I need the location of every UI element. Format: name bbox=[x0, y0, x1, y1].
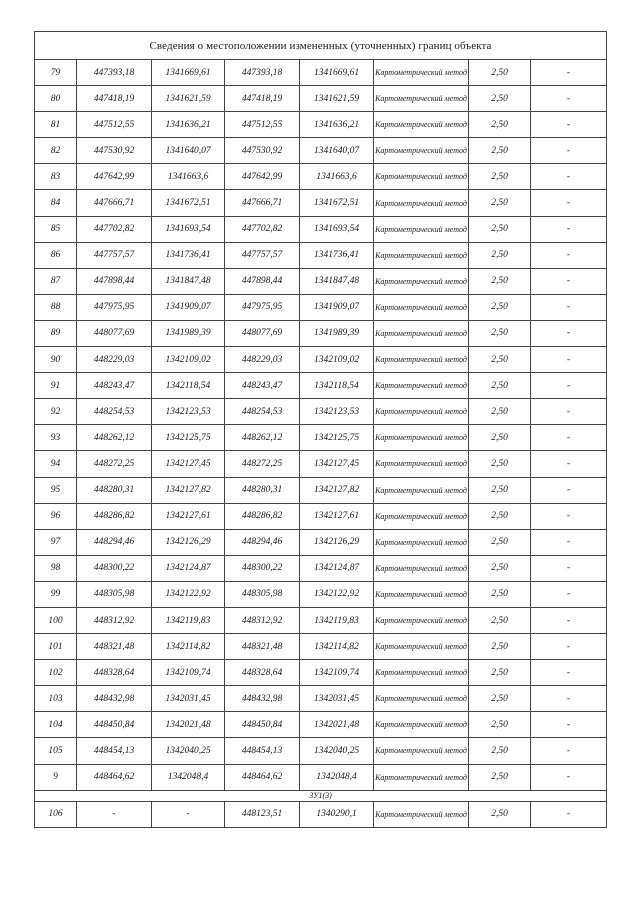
extra-cell: - bbox=[531, 373, 607, 399]
point-number-cell: 90 bbox=[35, 347, 77, 373]
method-cell: Картометрический метод bbox=[374, 373, 469, 399]
accuracy-cell: 2,50 bbox=[469, 738, 531, 764]
extra-cell: - bbox=[531, 216, 607, 242]
table-row bbox=[35, 294, 607, 320]
extra-cell: - bbox=[531, 764, 607, 790]
point-number-cell: 91 bbox=[35, 373, 77, 399]
extra-cell: - bbox=[531, 477, 607, 503]
x-existing-cell: 448312,92 bbox=[77, 607, 152, 633]
point-number-cell: 79 bbox=[35, 60, 77, 86]
accuracy-cell: 2,50 bbox=[469, 268, 531, 294]
x-existing-cell: 448450,84 bbox=[77, 712, 152, 738]
y-new-cell: 1342127,61 bbox=[300, 503, 374, 529]
y-existing-cell: 1342127,82 bbox=[152, 477, 225, 503]
y-existing-cell: 1341847,48 bbox=[152, 268, 225, 294]
method-cell: Картометрический метод bbox=[374, 555, 469, 581]
accuracy-cell: 2,50 bbox=[469, 399, 531, 425]
point-number-cell: 86 bbox=[35, 242, 77, 268]
table-title: Сведения о местоположении измененных (уточненных) границ объекта bbox=[35, 32, 607, 60]
method-cell: Картометрический метод bbox=[374, 801, 469, 827]
method-cell: Картометрический метод bbox=[374, 399, 469, 425]
x-existing-cell: 447898,44 bbox=[77, 268, 152, 294]
extra-cell: - bbox=[531, 607, 607, 633]
x-new-cell: 447898,44 bbox=[225, 268, 300, 294]
accuracy-cell: 2,50 bbox=[469, 686, 531, 712]
table-row bbox=[35, 738, 607, 764]
x-existing-cell: 447512,55 bbox=[77, 112, 152, 138]
extra-cell: - bbox=[531, 451, 607, 477]
method-cell: Картометрический метод bbox=[374, 60, 469, 86]
accuracy-cell: 2,50 bbox=[469, 764, 531, 790]
y-new-cell: 1342123,53 bbox=[300, 399, 374, 425]
accuracy-cell: 2,50 bbox=[469, 801, 531, 827]
y-new-cell: 1342021,48 bbox=[300, 712, 374, 738]
method-cell: Картометрический метод bbox=[374, 738, 469, 764]
x-new-cell: 448300,22 bbox=[225, 555, 300, 581]
extra-cell: - bbox=[531, 634, 607, 660]
accuracy-cell: 2,50 bbox=[469, 347, 531, 373]
y-existing-cell: 1342021,48 bbox=[152, 712, 225, 738]
accuracy-cell: 2,50 bbox=[469, 320, 531, 346]
table-header-row bbox=[35, 32, 607, 60]
table-row bbox=[35, 86, 607, 112]
accuracy-cell: 2,50 bbox=[469, 529, 531, 555]
y-new-cell: 1342114,82 bbox=[300, 634, 374, 660]
x-new-cell: 448123,51 bbox=[225, 801, 300, 827]
x-existing-cell: 447418,19 bbox=[77, 86, 152, 112]
point-number-cell: 9 bbox=[35, 764, 77, 790]
x-new-cell: 447702,82 bbox=[225, 216, 300, 242]
y-existing-cell: 1342118,54 bbox=[152, 373, 225, 399]
y-new-cell: 1340290,1 bbox=[300, 801, 374, 827]
accuracy-cell: 2,50 bbox=[469, 86, 531, 112]
x-existing-cell: 447975,95 bbox=[77, 294, 152, 320]
x-new-cell: 447418,19 bbox=[225, 86, 300, 112]
accuracy-cell: 2,50 bbox=[469, 294, 531, 320]
x-new-cell: 448450,84 bbox=[225, 712, 300, 738]
point-number-cell: 105 bbox=[35, 738, 77, 764]
extra-cell: - bbox=[531, 686, 607, 712]
y-new-cell: 1342048,4 bbox=[300, 764, 374, 790]
point-number-cell: 97 bbox=[35, 529, 77, 555]
table-row bbox=[35, 112, 607, 138]
accuracy-cell: 2,50 bbox=[469, 138, 531, 164]
accuracy-cell: 2,50 bbox=[469, 477, 531, 503]
x-new-cell: 448321,48 bbox=[225, 634, 300, 660]
extra-cell: - bbox=[531, 801, 607, 827]
extra-cell: - bbox=[531, 712, 607, 738]
x-existing-cell: 448321,48 bbox=[77, 634, 152, 660]
x-existing-cell: 448432,98 bbox=[77, 686, 152, 712]
y-new-cell: 1342119,83 bbox=[300, 607, 374, 633]
x-new-cell: 448272,25 bbox=[225, 451, 300, 477]
method-cell: Картометрический метод bbox=[374, 503, 469, 529]
y-existing-cell: 1342124,87 bbox=[152, 555, 225, 581]
extra-cell: - bbox=[531, 320, 607, 346]
x-new-cell: 448229,03 bbox=[225, 347, 300, 373]
point-number-cell: 93 bbox=[35, 425, 77, 451]
point-number-cell: 96 bbox=[35, 503, 77, 529]
method-cell: Картометрический метод bbox=[374, 347, 469, 373]
section-row bbox=[35, 790, 607, 801]
boundary-coordinates-table bbox=[34, 31, 607, 828]
y-existing-cell: 1342109,02 bbox=[152, 347, 225, 373]
table-row bbox=[35, 477, 607, 503]
accuracy-cell: 2,50 bbox=[469, 60, 531, 86]
y-existing-cell: 1341909,07 bbox=[152, 294, 225, 320]
x-existing-cell: 447702,82 bbox=[77, 216, 152, 242]
table-row bbox=[35, 764, 607, 790]
point-number-cell: 85 bbox=[35, 216, 77, 242]
x-new-cell: 448262,12 bbox=[225, 425, 300, 451]
y-new-cell: 1341636,21 bbox=[300, 112, 374, 138]
method-cell: Картометрический метод bbox=[374, 86, 469, 112]
point-number-cell: 87 bbox=[35, 268, 77, 294]
method-cell: Картометрический метод bbox=[374, 294, 469, 320]
point-number-cell: 88 bbox=[35, 294, 77, 320]
accuracy-cell: 2,50 bbox=[469, 555, 531, 581]
section-label: ЗУ1(3) bbox=[35, 790, 607, 801]
y-new-cell: 1341672,51 bbox=[300, 190, 374, 216]
y-existing-cell: 1342048,4 bbox=[152, 764, 225, 790]
document-sheet bbox=[34, 31, 606, 828]
extra-cell: - bbox=[531, 138, 607, 164]
method-cell: Картометрический метод bbox=[374, 634, 469, 660]
accuracy-cell: 2,50 bbox=[469, 216, 531, 242]
accuracy-cell: 2,50 bbox=[469, 112, 531, 138]
point-number-cell: 101 bbox=[35, 634, 77, 660]
x-new-cell: 447393,18 bbox=[225, 60, 300, 86]
accuracy-cell: 2,50 bbox=[469, 451, 531, 477]
extra-cell: - bbox=[531, 60, 607, 86]
x-existing-cell: 448328,64 bbox=[77, 660, 152, 686]
y-new-cell: 1341989,39 bbox=[300, 320, 374, 346]
point-number-cell: 104 bbox=[35, 712, 77, 738]
table-row bbox=[35, 242, 607, 268]
table-row bbox=[35, 399, 607, 425]
point-number-cell: 102 bbox=[35, 660, 77, 686]
x-new-cell: 448286,82 bbox=[225, 503, 300, 529]
x-existing-cell: 448262,12 bbox=[77, 425, 152, 451]
point-number-cell: 98 bbox=[35, 555, 77, 581]
table-row bbox=[35, 634, 607, 660]
accuracy-cell: 2,50 bbox=[469, 660, 531, 686]
table-row bbox=[35, 712, 607, 738]
method-cell: Картометрический метод bbox=[374, 764, 469, 790]
accuracy-cell: 2,50 bbox=[469, 242, 531, 268]
x-existing-cell: 448254,53 bbox=[77, 399, 152, 425]
table-row bbox=[35, 581, 607, 607]
x-existing-cell: 448243,47 bbox=[77, 373, 152, 399]
y-existing-cell: 1342040,25 bbox=[152, 738, 225, 764]
extra-cell: - bbox=[531, 112, 607, 138]
table-row bbox=[35, 801, 607, 827]
method-cell: Картометрический метод bbox=[374, 581, 469, 607]
table-row bbox=[35, 607, 607, 633]
x-existing-cell: 448454,13 bbox=[77, 738, 152, 764]
point-number-cell: 106 bbox=[35, 801, 77, 827]
x-new-cell: 448294,46 bbox=[225, 529, 300, 555]
method-cell: Картометрический метод bbox=[374, 477, 469, 503]
x-new-cell: 448077,69 bbox=[225, 320, 300, 346]
y-new-cell: 1342040,25 bbox=[300, 738, 374, 764]
y-new-cell: 1341621,59 bbox=[300, 86, 374, 112]
y-new-cell: 1341640,07 bbox=[300, 138, 374, 164]
x-new-cell: 447512,55 bbox=[225, 112, 300, 138]
point-number-cell: 82 bbox=[35, 138, 77, 164]
table-row bbox=[35, 216, 607, 242]
extra-cell: - bbox=[531, 581, 607, 607]
accuracy-cell: 2,50 bbox=[469, 190, 531, 216]
y-new-cell: 1342127,82 bbox=[300, 477, 374, 503]
y-new-cell: 1342109,74 bbox=[300, 660, 374, 686]
y-new-cell: 1342031,45 bbox=[300, 686, 374, 712]
x-new-cell: 448432,98 bbox=[225, 686, 300, 712]
y-existing-cell: 1342114,82 bbox=[152, 634, 225, 660]
point-number-cell: 92 bbox=[35, 399, 77, 425]
point-number-cell: 99 bbox=[35, 581, 77, 607]
point-number-cell: 81 bbox=[35, 112, 77, 138]
x-new-cell: 447642,99 bbox=[225, 164, 300, 190]
method-cell: Картометрический метод bbox=[374, 425, 469, 451]
method-cell: Картометрический метод bbox=[374, 242, 469, 268]
extra-cell: - bbox=[531, 425, 607, 451]
table-row bbox=[35, 320, 607, 346]
method-cell: Картометрический метод bbox=[374, 112, 469, 138]
method-cell: Картометрический метод bbox=[374, 320, 469, 346]
table-row bbox=[35, 268, 607, 294]
method-cell: Картометрический метод bbox=[374, 190, 469, 216]
x-existing-cell: 448294,46 bbox=[77, 529, 152, 555]
y-new-cell: 1342109,02 bbox=[300, 347, 374, 373]
extra-cell: - bbox=[531, 294, 607, 320]
x-new-cell: 448243,47 bbox=[225, 373, 300, 399]
y-new-cell: 1341736,41 bbox=[300, 242, 374, 268]
y-existing-cell: 1341636,21 bbox=[152, 112, 225, 138]
accuracy-cell: 2,50 bbox=[469, 373, 531, 399]
y-existing-cell: 1341736,41 bbox=[152, 242, 225, 268]
y-existing-cell: 1342109,74 bbox=[152, 660, 225, 686]
accuracy-cell: 2,50 bbox=[469, 581, 531, 607]
accuracy-cell: 2,50 bbox=[469, 425, 531, 451]
x-new-cell: 448254,53 bbox=[225, 399, 300, 425]
x-existing-cell: 447757,57 bbox=[77, 242, 152, 268]
method-cell: Картометрический метод bbox=[374, 138, 469, 164]
method-cell: Картометрический метод bbox=[374, 686, 469, 712]
extra-cell: - bbox=[531, 529, 607, 555]
extra-cell: - bbox=[531, 242, 607, 268]
y-new-cell: 1342125,75 bbox=[300, 425, 374, 451]
y-new-cell: 1341909,07 bbox=[300, 294, 374, 320]
point-number-cell: 100 bbox=[35, 607, 77, 633]
x-new-cell: 447757,57 bbox=[225, 242, 300, 268]
extra-cell: - bbox=[531, 555, 607, 581]
extra-cell: - bbox=[531, 86, 607, 112]
y-existing-cell: 1342031,45 bbox=[152, 686, 225, 712]
x-new-cell: 447530,92 bbox=[225, 138, 300, 164]
y-existing-cell: 1341663,6 bbox=[152, 164, 225, 190]
method-cell: Картометрический метод bbox=[374, 268, 469, 294]
y-existing-cell: 1342126,29 bbox=[152, 529, 225, 555]
extra-cell: - bbox=[531, 268, 607, 294]
y-existing-cell: 1341672,51 bbox=[152, 190, 225, 216]
x-existing-cell: 448077,69 bbox=[77, 320, 152, 346]
x-existing-cell: 447666,71 bbox=[77, 190, 152, 216]
method-cell: Картометрический метод bbox=[374, 451, 469, 477]
y-existing-cell: 1341669,61 bbox=[152, 60, 225, 86]
x-existing-cell: 448280,31 bbox=[77, 477, 152, 503]
x-existing-cell: 448300,22 bbox=[77, 555, 152, 581]
x-new-cell: 447975,95 bbox=[225, 294, 300, 320]
y-existing-cell: 1341693,54 bbox=[152, 216, 225, 242]
x-existing-cell: 447393,18 bbox=[77, 60, 152, 86]
point-number-cell: 80 bbox=[35, 86, 77, 112]
y-existing-cell: 1342127,61 bbox=[152, 503, 225, 529]
table-row bbox=[35, 451, 607, 477]
table-row bbox=[35, 555, 607, 581]
y-new-cell: 1341669,61 bbox=[300, 60, 374, 86]
y-new-cell: 1341847,48 bbox=[300, 268, 374, 294]
y-new-cell: 1341693,54 bbox=[300, 216, 374, 242]
table-row bbox=[35, 686, 607, 712]
x-new-cell: 448280,31 bbox=[225, 477, 300, 503]
x-existing-cell: 447642,99 bbox=[77, 164, 152, 190]
method-cell: Картометрический метод bbox=[374, 607, 469, 633]
extra-cell: - bbox=[531, 738, 607, 764]
table-row bbox=[35, 164, 607, 190]
extra-cell: - bbox=[531, 399, 607, 425]
x-existing-cell: 448229,03 bbox=[77, 347, 152, 373]
table-row bbox=[35, 60, 607, 86]
x-existing-cell: 448305,98 bbox=[77, 581, 152, 607]
extra-cell: - bbox=[531, 190, 607, 216]
x-new-cell: 448312,92 bbox=[225, 607, 300, 633]
y-existing-cell: 1341640,07 bbox=[152, 138, 225, 164]
table-row bbox=[35, 190, 607, 216]
x-new-cell: 448328,64 bbox=[225, 660, 300, 686]
y-new-cell: 1341663,6 bbox=[300, 164, 374, 190]
y-new-cell: 1342126,29 bbox=[300, 529, 374, 555]
y-existing-cell: 1342123,53 bbox=[152, 399, 225, 425]
x-existing-cell: 447530,92 bbox=[77, 138, 152, 164]
x-new-cell: 448305,98 bbox=[225, 581, 300, 607]
y-existing-cell: 1341989,39 bbox=[152, 320, 225, 346]
x-existing-cell: - bbox=[77, 801, 152, 827]
y-existing-cell: - bbox=[152, 801, 225, 827]
extra-cell: - bbox=[531, 347, 607, 373]
table-row bbox=[35, 347, 607, 373]
method-cell: Картометрический метод bbox=[374, 216, 469, 242]
extra-cell: - bbox=[531, 164, 607, 190]
accuracy-cell: 2,50 bbox=[469, 164, 531, 190]
method-cell: Картометрический метод bbox=[374, 660, 469, 686]
y-new-cell: 1342118,54 bbox=[300, 373, 374, 399]
table-row bbox=[35, 138, 607, 164]
x-existing-cell: 448464,62 bbox=[77, 764, 152, 790]
y-existing-cell: 1342127,45 bbox=[152, 451, 225, 477]
point-number-cell: 103 bbox=[35, 686, 77, 712]
method-cell: Картометрический метод bbox=[374, 712, 469, 738]
x-new-cell: 448464,62 bbox=[225, 764, 300, 790]
point-number-cell: 89 bbox=[35, 320, 77, 346]
y-new-cell: 1342127,45 bbox=[300, 451, 374, 477]
table-row bbox=[35, 373, 607, 399]
point-number-cell: 84 bbox=[35, 190, 77, 216]
table-row bbox=[35, 529, 607, 555]
accuracy-cell: 2,50 bbox=[469, 503, 531, 529]
extra-cell: - bbox=[531, 660, 607, 686]
extra-cell: - bbox=[531, 503, 607, 529]
point-number-cell: 95 bbox=[35, 477, 77, 503]
table-row bbox=[35, 425, 607, 451]
x-new-cell: 447666,71 bbox=[225, 190, 300, 216]
point-number-cell: 83 bbox=[35, 164, 77, 190]
method-cell: Картометрический метод bbox=[374, 529, 469, 555]
method-cell: Картометрический метод bbox=[374, 164, 469, 190]
x-existing-cell: 448272,25 bbox=[77, 451, 152, 477]
point-number-cell: 94 bbox=[35, 451, 77, 477]
x-new-cell: 448454,13 bbox=[225, 738, 300, 764]
accuracy-cell: 2,50 bbox=[469, 607, 531, 633]
y-existing-cell: 1341621,59 bbox=[152, 86, 225, 112]
y-new-cell: 1342122,92 bbox=[300, 581, 374, 607]
y-new-cell: 1342124,87 bbox=[300, 555, 374, 581]
x-existing-cell: 448286,82 bbox=[77, 503, 152, 529]
table-row bbox=[35, 503, 607, 529]
table-row bbox=[35, 660, 607, 686]
accuracy-cell: 2,50 bbox=[469, 634, 531, 660]
accuracy-cell: 2,50 bbox=[469, 712, 531, 738]
y-existing-cell: 1342122,92 bbox=[152, 581, 225, 607]
y-existing-cell: 1342119,83 bbox=[152, 607, 225, 633]
y-existing-cell: 1342125,75 bbox=[152, 425, 225, 451]
